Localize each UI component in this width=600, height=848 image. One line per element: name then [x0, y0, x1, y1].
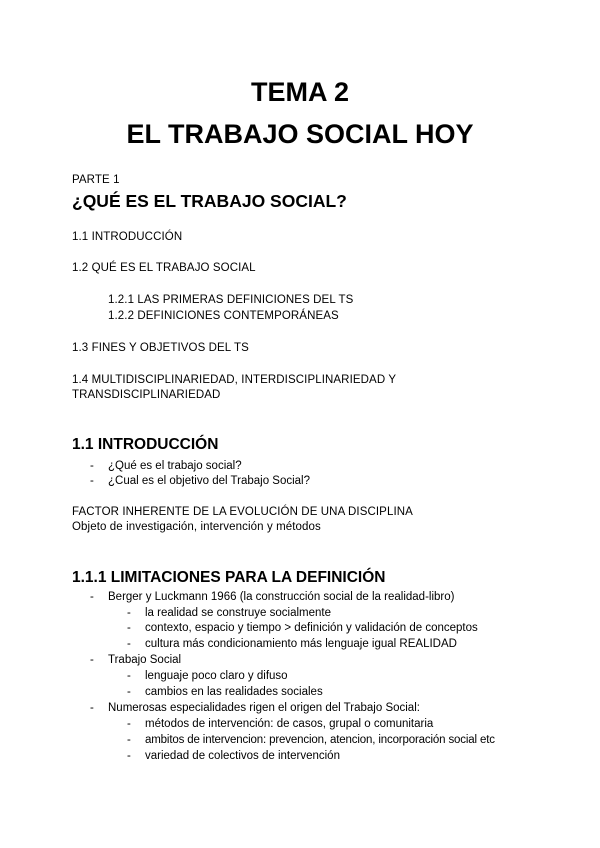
toc-item-1-2-1: 1.2.1 LAS PRIMERAS DEFINICIONES DEL TS: [108, 294, 354, 306]
list-dash: -: [90, 702, 94, 714]
limits-group-1-item-1: la realidad se construye socialmente: [145, 607, 332, 619]
limits-group-2: Trabajo Social: [108, 654, 182, 666]
list-dash: -: [127, 670, 131, 682]
limits-group-1-item-2: contexto, espacio y tiempo > definición y validación de conceptos: [145, 622, 478, 634]
list-dash: -: [90, 475, 94, 487]
list-dash: -: [90, 654, 94, 666]
limits-heading: 1.1.1 LIMITACIONES PARA LA DEFINICIÓN: [72, 569, 386, 586]
intro-factor-line-1: FACTOR INHERENTE DE LA EVOLUCIÓN DE UNA DISCIPLINA: [72, 506, 413, 518]
list-dash: -: [90, 591, 94, 603]
limits-group-2-item-1: lenguaje poco claro y difuso: [145, 670, 288, 682]
limits-group-2-item-2: cambios en las realidades sociales: [145, 686, 323, 698]
limits-group-1: Berger y Luckmann 1966 (la construcción social de la realidad-libro): [108, 591, 455, 603]
list-dash: -: [127, 750, 131, 762]
intro-bullet-2: ¿Cual es el objetivo del Trabajo Social?: [108, 475, 311, 487]
document-title-line-2: EL TRABAJO SOCIAL HOY: [126, 119, 474, 149]
toc-item-1-4-line-1: 1.4 MULTIDISCIPLINARIEDAD, INTERDISCIPLINARIEDAD Y: [72, 374, 397, 386]
part-label: PARTE 1: [72, 174, 120, 186]
limits-group-3-item-2: ambitos de intervencion: prevencion, atencion, incorporación social etc: [145, 734, 495, 746]
list-dash: -: [127, 718, 131, 730]
part-heading: ¿QUÉ ES EL TRABAJO SOCIAL?: [72, 191, 347, 211]
limits-group-3-item-1: métodos de intervención: de casos, grupal o comunitaria: [145, 718, 434, 730]
intro-factor-line-2: Objeto de investigación, intervención y métodos: [72, 521, 321, 533]
limits-group-1-item-3: cultura más condicionamiento más lenguaje igual REALIDAD: [145, 638, 457, 650]
intro-bullet-1: ¿Qué es el trabajo social?: [108, 460, 242, 472]
list-dash: -: [127, 622, 131, 634]
list-dash: -: [127, 638, 131, 650]
list-dash: -: [90, 460, 94, 472]
toc-item-1-2-2: 1.2.2 DEFINICIONES CONTEMPORÁNEAS: [108, 310, 339, 322]
list-dash: -: [127, 734, 131, 746]
limits-group-3: Numerosas especialidades rigen el origen del Trabajo Social:: [108, 702, 420, 714]
document-title-line-1: TEMA 2: [250, 77, 349, 107]
toc-item-1-2: 1.2 QUÉ ES EL TRABAJO SOCIAL: [72, 262, 256, 274]
toc-item-1-4-line-2: TRANSDISCIPLINARIEDAD: [72, 389, 221, 401]
list-dash: -: [127, 607, 131, 619]
list-dash: -: [127, 686, 131, 698]
toc-item-1-1: 1.1 INTRODUCCIÓN: [72, 231, 183, 243]
intro-heading: 1.1 INTRODUCCIÓN: [72, 436, 219, 453]
limits-group-3-item-3: variedad de colectivos de intervención: [145, 750, 340, 762]
toc-item-1-3: 1.3 FINES Y OBJETIVOS DEL TS: [72, 342, 249, 354]
